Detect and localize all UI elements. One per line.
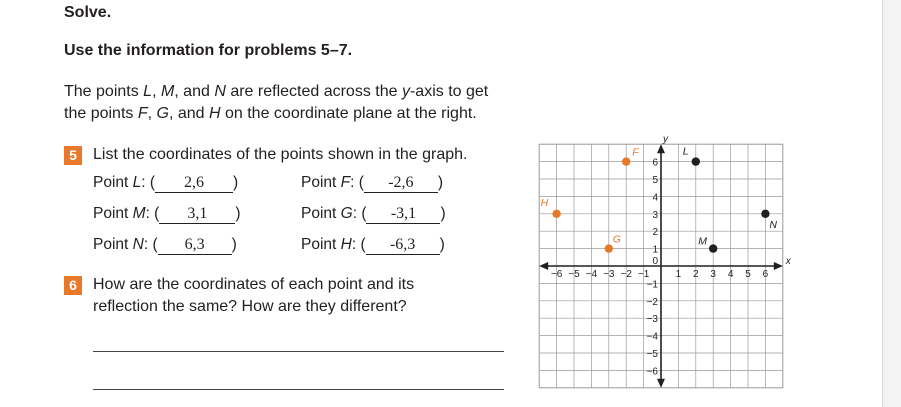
y-axis-arrow-up-icon	[657, 144, 665, 153]
point-L	[692, 157, 700, 165]
question-5-text: List the coordinates of the points shown in the graph.	[93, 146, 468, 163]
y-tick-label: 1	[652, 244, 658, 256]
point-H	[552, 210, 560, 218]
point-N-answer-field[interactable]: 6,3	[158, 236, 232, 255]
answer-line-1[interactable]	[93, 351, 504, 352]
y-axis-arrow-down-icon	[657, 379, 665, 388]
right-scroll-strip	[882, 0, 901, 407]
x-axis-arrow-right-icon	[774, 262, 783, 270]
instruction-text: Use the information for problems 5–7.	[64, 42, 353, 59]
y-tick-label: −5	[646, 349, 658, 360]
x-tick-label: −1	[637, 269, 650, 280]
x-tick-label: 4	[727, 269, 734, 280]
x-tick-label: 5	[745, 269, 751, 280]
y-tick-label: −3	[646, 314, 658, 326]
point-M-answer-field[interactable]: 3,1	[159, 205, 235, 224]
y-axis-label: y	[663, 134, 668, 146]
y-tick-label: −4	[646, 331, 658, 343]
point-label-H: H	[540, 196, 549, 209]
point-label-N: N	[769, 218, 777, 231]
y-tick-label: 5	[652, 175, 658, 186]
intro-line-2: the points F, G, and H on the coordinate plane at the right.	[64, 105, 477, 122]
intro-paragraph	[64, 81, 534, 125]
y-tick-label: 4	[652, 192, 658, 204]
point-G-answer-field[interactable]: -3,1	[366, 205, 440, 224]
x-tick-label: 6	[762, 269, 769, 280]
y-tick-label: 6	[652, 157, 658, 169]
point-H-row: Point H: ( -6,3 )	[301, 236, 445, 253]
x-axis-arrow-left-icon	[539, 262, 548, 270]
y-tick-label: −6	[646, 366, 658, 378]
point-N	[761, 210, 769, 218]
x-tick-label: −2	[620, 269, 632, 280]
question-6-line-2: reflection the same? How are they different?	[93, 298, 407, 315]
point-M-row: Point M: ( 3,1 )	[93, 205, 241, 222]
section-title: Solve.	[64, 4, 112, 21]
coordinate-plane	[540, 134, 802, 405]
origin-label: 0	[652, 256, 658, 267]
point-N-row: Point N: ( 6,3 )	[93, 236, 237, 253]
intro-line-1: The points L, M, and N are reflected across the y-axis to get	[64, 83, 489, 100]
point-label-M: M	[698, 235, 707, 248]
x-tick-label: −6	[550, 269, 563, 280]
answer-line-2[interactable]	[93, 389, 504, 390]
x-tick-label: −3	[603, 269, 615, 280]
x-axis-label: x	[785, 256, 791, 267]
point-M	[709, 244, 717, 252]
y-tick-label: −1	[646, 279, 658, 291]
point-F-row: Point F: ( -2,6 )	[301, 174, 444, 191]
x-tick-label: 3	[710, 269, 716, 280]
point-H-answer-field[interactable]: -6,3	[366, 236, 440, 255]
y-tick-label: −2	[646, 296, 658, 308]
point-label-L: L	[682, 145, 689, 158]
point-L-row: Point L: ( 2,6 )	[93, 174, 239, 191]
y-tick-label: 3	[652, 209, 658, 221]
point-label-F: F	[632, 146, 639, 159]
y-tick-label: 2	[652, 227, 658, 239]
question-6-text	[93, 274, 414, 318]
point-F-answer-field[interactable]: -2,6	[364, 174, 438, 193]
question-6-line-1: How are the coordinates of each point and its	[93, 276, 415, 293]
x-tick-label: −4	[585, 269, 598, 280]
x-tick-label: 2	[693, 269, 699, 280]
x-tick-label: −5	[568, 269, 580, 280]
point-label-G: G	[612, 233, 621, 246]
question-5-badge: 5	[64, 146, 82, 165]
x-tick-label: 1	[675, 269, 682, 280]
point-F	[622, 157, 630, 165]
question-6-badge: 6	[64, 276, 82, 295]
point-L-answer-field[interactable]: 2,6	[155, 174, 233, 193]
point-G	[605, 244, 613, 252]
point-G-row: Point G: ( -3,1 )	[301, 205, 446, 222]
